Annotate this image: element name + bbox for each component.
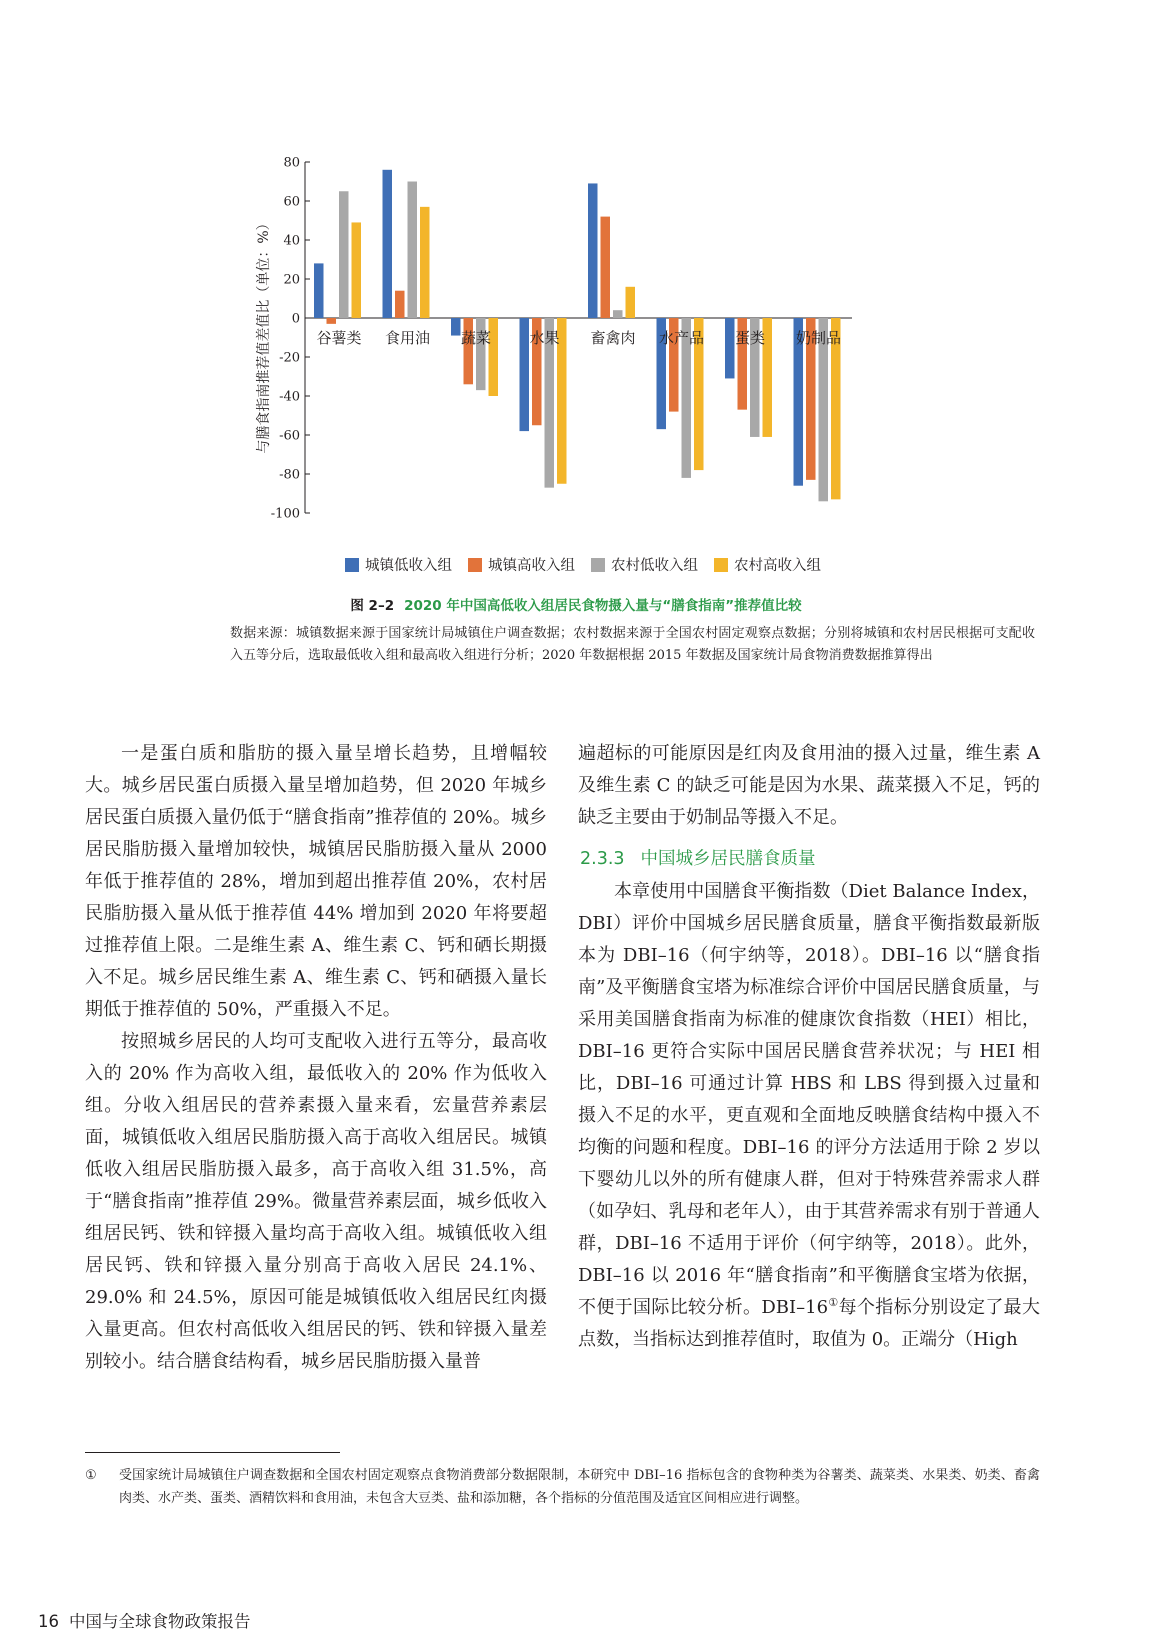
figure-caption: [0, 594, 1152, 614]
footnote-text: 受国家统计局城镇住户调查数据和全国农村固定观察点食物消费部分数据限制，本研究中 DBI–16 指标包含的食物种类为谷薯类、蔬菜类、水果类、奶类、畜禽肉类、水产类、蛋类、酒精饮料和食用油，未包含大豆类、盐和添加糖，各个指标的分值范围及适宜区间相应进行调整。: [119, 1468, 1040, 1506]
legend-label: 城镇高收入组: [488, 558, 575, 574]
legend-swatch: [714, 558, 728, 572]
legend-item-urban-high: [468, 554, 575, 575]
data-source-note: 数据来源：城镇数据来源于国家统计局城镇住户调查数据；农村数据来源于全国农村固定观察点数据；分别将城镇和农村居民根据可支配收入五等分后，选取最低收入组和最高收入组进行分析；2020 年数据根据 2015 年数据及国家统计局食物消费数据推算得出: [230, 626, 1035, 663]
y-tick-label: 40: [283, 233, 300, 249]
legend-label: 城镇低收入组: [365, 558, 452, 574]
y-axis-ticks: [271, 156, 310, 522]
bar-4-谷薯类: [352, 222, 362, 318]
bar-1-水果: [520, 318, 530, 431]
paragraph: 遍超标的可能原因是红肉及食用油的摄入过量，维生素 A 及维生素 C 的缺乏可能是因为水果、蔬菜摄入不足，钙的缺乏主要由于奶制品等摄入不足。: [578, 743, 1040, 828]
bar-chart: [0, 0, 1152, 560]
category-label: 食用油: [384, 329, 431, 347]
category-label: 水产品: [658, 329, 705, 347]
y-axis-label: 与膳食指南推荐值差值比（单位：%）: [256, 216, 272, 454]
paragraph: 一是蛋白质和脂肪的摄入量呈增长趋势，且增幅较大。城乡居民蛋白质摄入量呈增加趋势，但 2020 年城乡居民蛋白质摄入量仍低于“膳食指南”推荐值的 20%。城乡居民脂肪摄入量增加较快，城镇居民脂肪摄入量从 2000 年低于推荐值的 28%，增加到超出推荐值 20%，农村居民脂肪摄入量从低于推荐值 44% 增加到 2020 年将要超过推荐值上限。二是维生素 A、维生素 C、钙和硒长期摄入不足。城乡居民维生素 A、维生素 C、钙和硒摄入量长期低于推荐值的 50%，严重摄入不足。: [85, 743, 547, 1020]
y-tick-label: 0: [291, 311, 300, 327]
page-number: 16: [38, 1612, 59, 1631]
category-label: 谷薯类: [316, 329, 362, 347]
chart-legend: [345, 554, 821, 575]
y-tick-label: -20: [279, 350, 300, 366]
legend-swatch: [468, 558, 482, 572]
category-label: 奶制品: [795, 329, 842, 347]
right-column: [578, 738, 1040, 1356]
paragraph-text: 本章使用中国膳食平衡指数（Diet Balance Index，DBI）评价中国城乡居民膳食质量，膳食平衡指数最新版本为 DBI–16（何宇纳等，2018）。DBI–16 以“膳食指南”及平衡膳食宝塔为标准综合评价中国居民膳食质量，与采用美国膳食指南为标准的健康饮食指数（HEI）相比，DBI–16 更符合实际中国居民膳食营养状况；与 HEI 相比，DBI–16 可通过计算 HBS 和 LBS 得到摄入过量和摄入不足的水平，更直观和全面地反映膳食结构中摄入不均衡的问题和程度。DBI–16 的评分方法适用于除 2 岁以下婴幼儿以外的所有健康人群，但对于特殊营养需求人群（如孕妇、乳母和老年人），由于其营养需求有别于普通人群，DBI–16 不适用于评价（何宇纳等，2018）。此外，DBI–16 以 2016 年“膳食指南”和平衡膳食宝塔为依据，不便于国际比较分析。DBI–16: [578, 881, 1040, 1318]
legend-swatch: [591, 558, 605, 572]
bar-1-畜禽肉: [588, 183, 598, 318]
paragraph-text: 每个指标分别设定了最大点数，当指标达到推荐值时，取值为 0。正端分（High: [578, 1297, 1040, 1350]
report-title: 中国与全球食物政策报告: [69, 1612, 251, 1631]
legend-item-rural-low: [591, 554, 698, 575]
legend-item-urban-low: [345, 554, 452, 575]
legend-item-rural-high: [714, 554, 821, 575]
legend-swatch: [345, 558, 359, 572]
y-tick-label: 80: [283, 155, 300, 171]
bar-2-谷薯类: [327, 318, 337, 324]
paragraph: 按照城乡居民的人均可支配收入进行五等分，最高收入的 20% 作为高收入组，最低收入的 20% 作为低收入组。分收入组居民的营养素摄入量来看，宏量营养素层面，城镇低收入组居民脂肪摄入高于高收入组居民。城镇低收入组居民脂肪摄入最多，高于高收入组 31.5%，高于“膳食指南”推荐值 29%。微量营养素层面，城乡低收入组居民钙、铁和锌摄入量均高于高收入组。城镇低收入组居民钙、铁和锌摄入量分别高于高收入居民 24.1%、29.0% 和 24.5%，原因可能是城镇低收入组居民红肉摄入量更高。但农村高低收入组居民的钙、铁和锌摄入量差别较小。结合膳食结构看，城乡居民脂肪摄入量普: [85, 1031, 547, 1372]
bar-1-蔬菜: [451, 318, 461, 336]
footnote-mark: ①: [85, 1468, 97, 1483]
paragraph: [578, 876, 1040, 1356]
figure-number: 图 2–2: [350, 598, 395, 614]
left-column: [85, 738, 547, 1378]
y-tick-label: -60: [279, 428, 300, 444]
bar-2-食用油: [395, 291, 405, 318]
y-tick-label: -100: [270, 506, 300, 522]
category-label: 蛋类: [734, 329, 766, 347]
legend-label: 农村低收入组: [611, 558, 698, 574]
bar-2-畜禽肉: [601, 217, 611, 318]
bar-2-蔬菜: [464, 318, 474, 384]
footnote: [85, 1464, 1040, 1510]
category-label: 蔬菜: [460, 329, 492, 347]
section-title: 中国城乡居民膳食质量: [640, 849, 816, 869]
bar-3-谷薯类: [339, 191, 349, 318]
bar-3-食用油: [408, 182, 418, 319]
y-tick-label: -80: [279, 467, 300, 483]
bar-1-蛋类: [725, 318, 735, 378]
category-label: 水果: [529, 329, 560, 347]
y-tick-label: -40: [279, 389, 300, 405]
section-heading: [580, 842, 1040, 876]
category-label: 畜禽肉: [590, 329, 636, 347]
bar-4-食用油: [420, 207, 430, 318]
legend-label: 农村高收入组: [734, 558, 821, 574]
page-footer: [38, 1608, 251, 1632]
bar-3-畜禽肉: [613, 310, 623, 318]
figure-title: 2020 年中国高低收入组居民食物摄入量与“膳食指南”推荐值比较: [404, 598, 802, 614]
y-tick-label: 20: [283, 272, 300, 288]
bar-4-畜禽肉: [626, 287, 636, 318]
bar-1-谷薯类: [314, 263, 324, 318]
bar-1-食用油: [383, 170, 393, 318]
footnote-reference[interactable]: ①: [828, 1296, 839, 1309]
footnote-divider: [85, 1452, 340, 1453]
section-number: 2.3.3: [580, 849, 625, 869]
y-tick-label: 60: [283, 194, 300, 210]
category-labels: [316, 329, 841, 347]
